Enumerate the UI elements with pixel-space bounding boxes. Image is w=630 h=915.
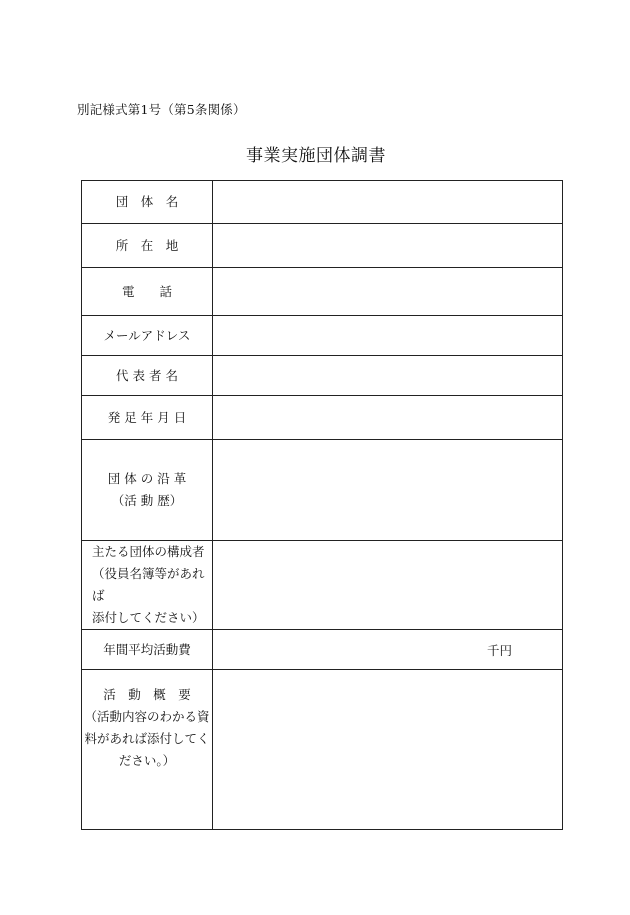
label-activity-summary-line4: ださい。） bbox=[118, 753, 176, 768]
document-title: 事業実施団体調書 bbox=[246, 146, 386, 166]
label-members bbox=[82, 541, 213, 630]
label-members-line3: 添付してください） bbox=[92, 610, 205, 625]
row-history bbox=[82, 440, 563, 541]
form-reference: 別記様式第1号（第5条関係） bbox=[77, 102, 246, 117]
label-activity-summary-line2: （活動内容のわかる資 bbox=[84, 709, 210, 724]
row-representative bbox=[82, 356, 563, 396]
row-email bbox=[82, 316, 563, 356]
field-founded[interactable] bbox=[213, 396, 563, 440]
field-annual-cost[interactable] bbox=[213, 630, 563, 670]
field-history[interactable] bbox=[213, 440, 563, 541]
row-founded bbox=[82, 396, 563, 440]
label-founded-text: 発 足 年 月 日 bbox=[107, 409, 187, 425]
row-activity-summary bbox=[82, 670, 563, 830]
label-representative-text: 代 表 者 名 bbox=[116, 367, 178, 383]
row-address bbox=[82, 224, 563, 268]
label-phone bbox=[82, 268, 213, 316]
label-activity-summary-line1: 活 動 概 要 bbox=[103, 687, 191, 702]
survey-table bbox=[81, 180, 563, 830]
field-activity-summary[interactable] bbox=[213, 670, 563, 830]
row-annual-cost bbox=[82, 630, 563, 670]
label-members-line2: （役員名簿等があれば bbox=[92, 566, 205, 603]
label-annual-cost bbox=[82, 630, 213, 670]
label-activity-summary bbox=[82, 670, 213, 830]
label-history-line1: 団 体 の 沿 革 bbox=[107, 471, 187, 486]
label-group-name-text: 団 体 名 bbox=[115, 194, 179, 209]
label-representative bbox=[82, 356, 213, 396]
label-group-name bbox=[82, 181, 213, 224]
row-members bbox=[82, 541, 563, 630]
field-phone[interactable] bbox=[213, 268, 563, 316]
label-activity-summary-line3: 料があれば添付してく bbox=[84, 731, 210, 746]
field-representative[interactable] bbox=[213, 356, 563, 396]
label-members-line1: 主たる団体の構成者 bbox=[92, 544, 205, 559]
label-annual-cost-text: 年間平均活動費 bbox=[103, 641, 191, 657]
label-history bbox=[82, 440, 213, 541]
label-phone-text: 電 話 bbox=[121, 283, 172, 299]
label-history-line2: （活 動 歴） bbox=[111, 493, 183, 508]
field-address[interactable] bbox=[213, 224, 563, 268]
field-members[interactable] bbox=[213, 541, 563, 630]
label-email bbox=[82, 316, 213, 356]
label-address-text: 所 在 地 bbox=[115, 237, 179, 253]
field-email[interactable] bbox=[213, 316, 563, 356]
field-group-name[interactable] bbox=[213, 181, 563, 224]
row-group-name bbox=[82, 181, 563, 224]
row-phone bbox=[82, 268, 563, 316]
annual-cost-unit: 千円 bbox=[486, 642, 512, 658]
label-address bbox=[82, 224, 213, 268]
label-founded bbox=[82, 396, 213, 440]
label-email-text: メールアドレス bbox=[103, 327, 191, 343]
